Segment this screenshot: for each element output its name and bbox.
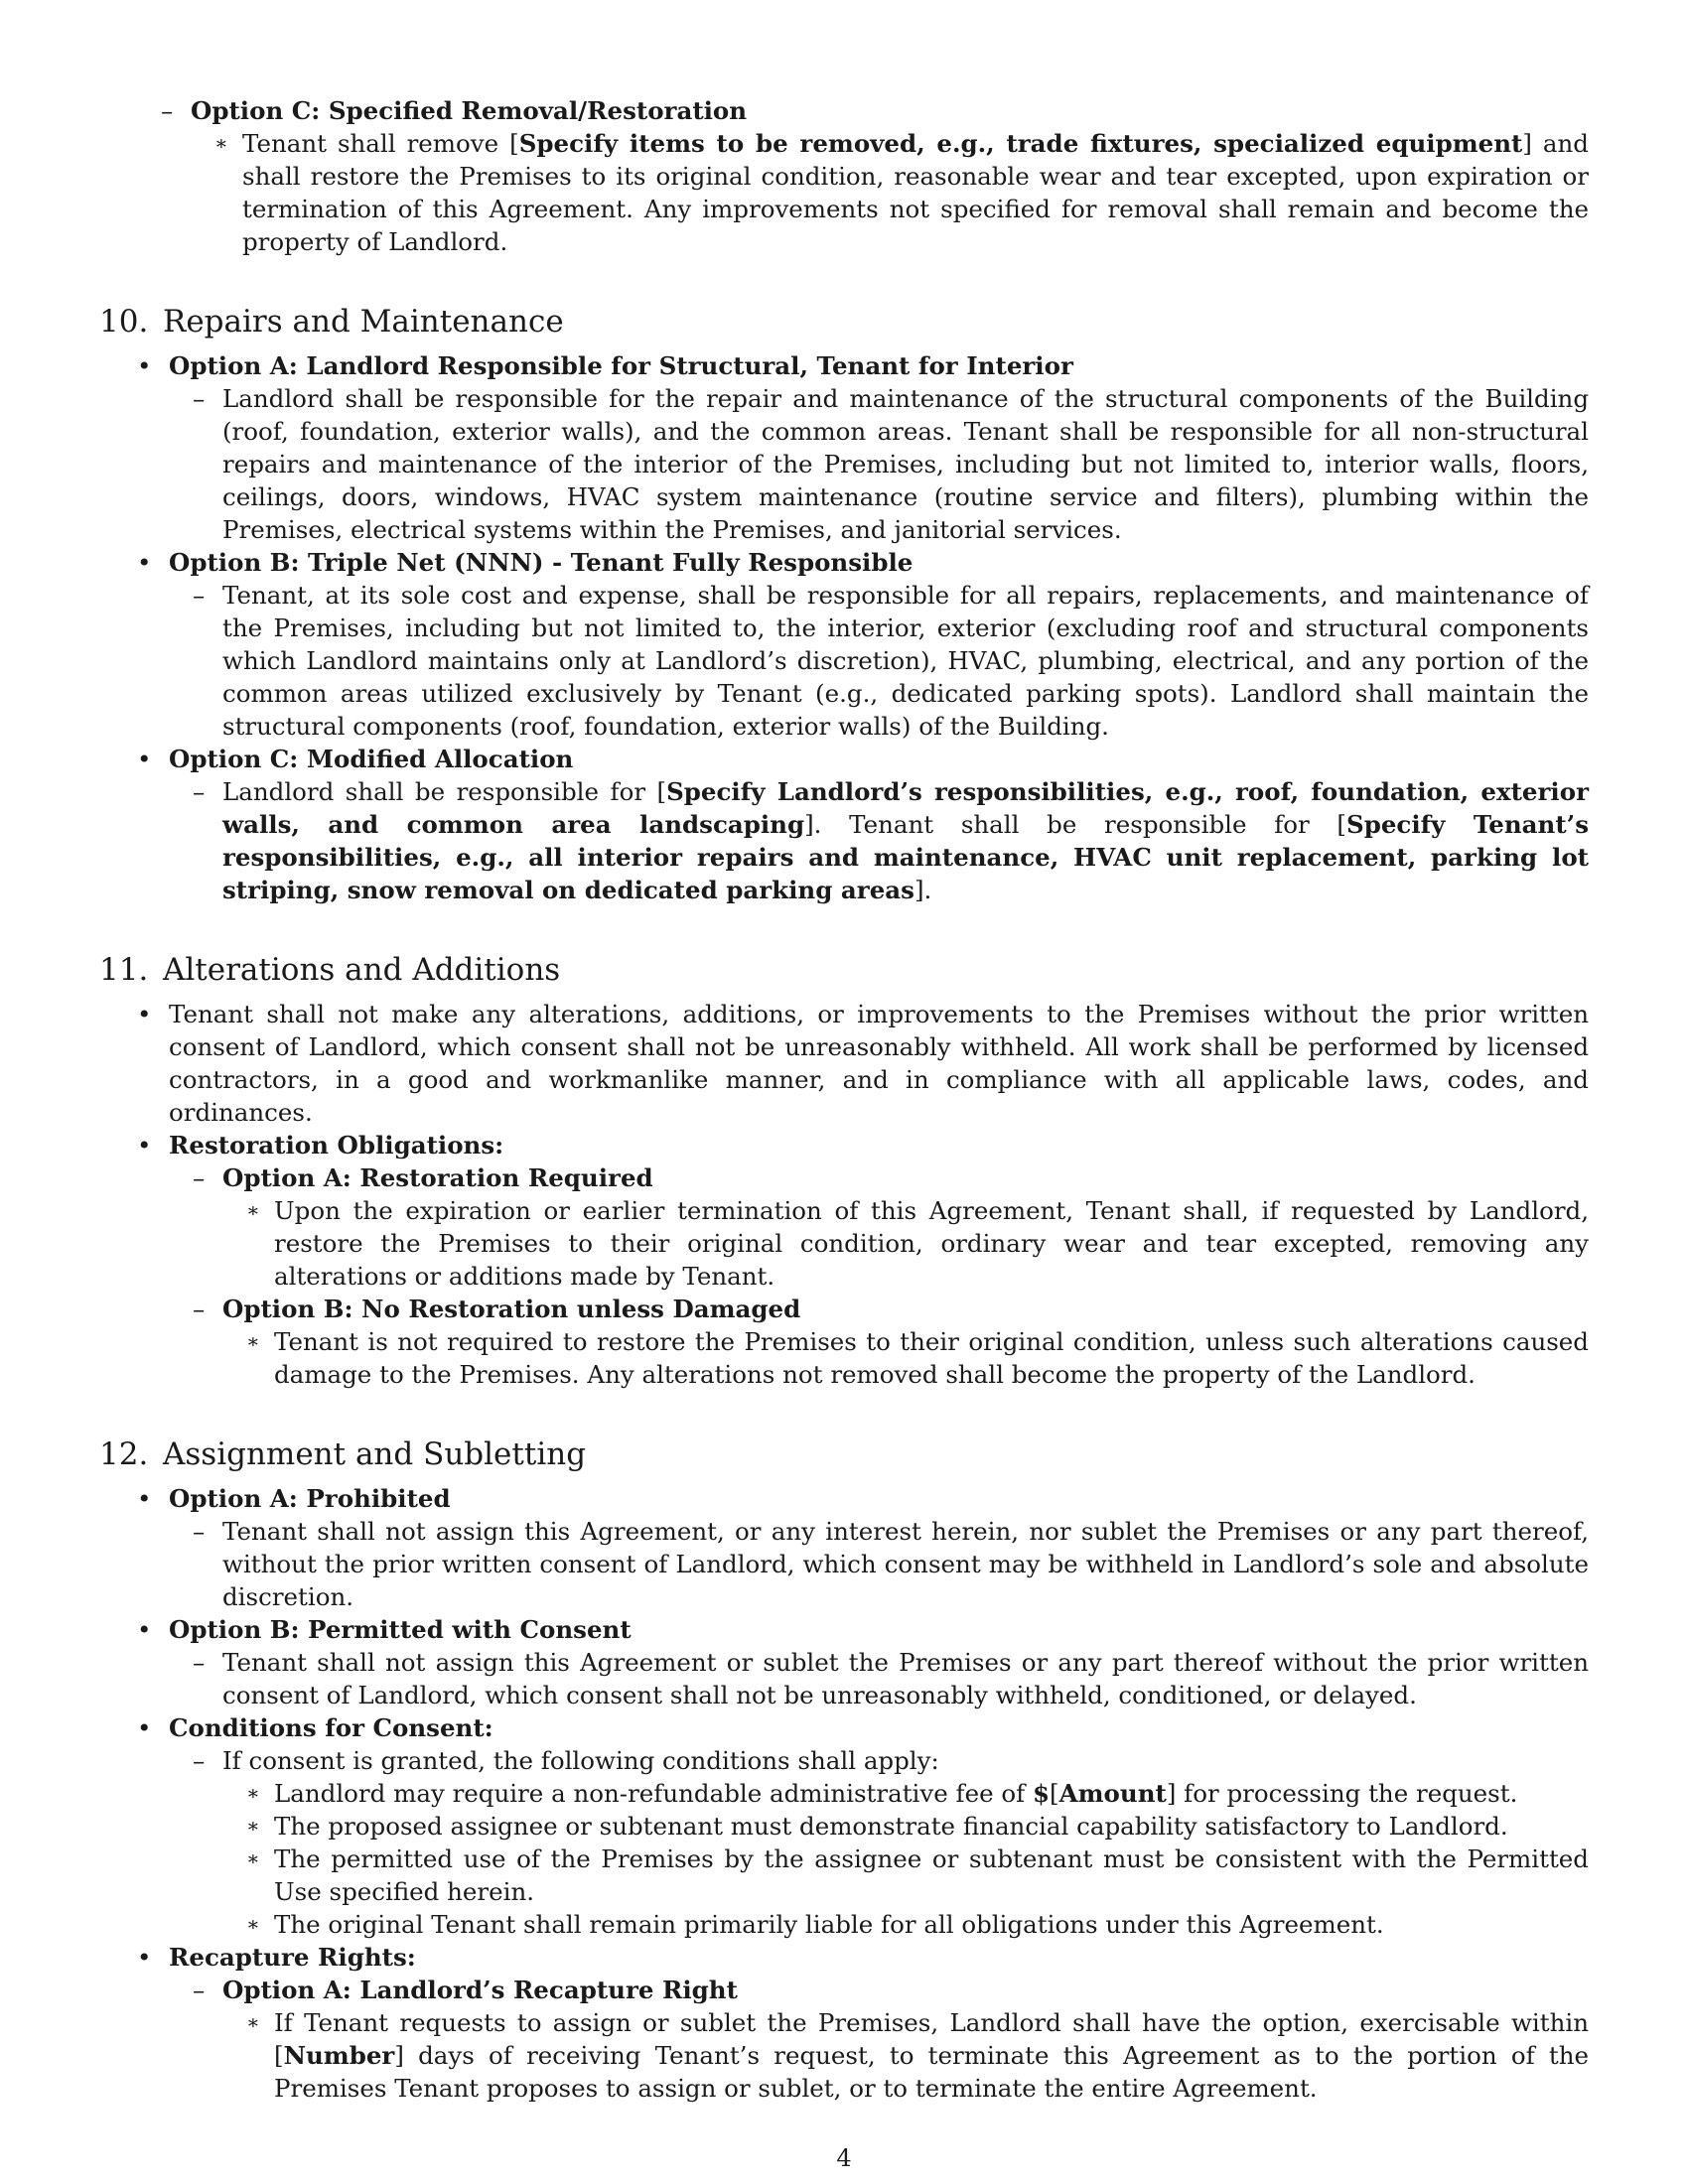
option-title: Option B: Triple Net (NNN) - Tenant Fully Responsible	[169, 548, 914, 577]
section-9-continuation	[99, 94, 1589, 258]
option-title: Option B: Permitted with Consent	[169, 1615, 632, 1644]
option-title: Option C: Modified Allocation	[169, 745, 574, 773]
section-heading	[99, 950, 1589, 990]
dash-marker: –	[193, 1517, 206, 1546]
list-item	[193, 1161, 1589, 1293]
star-marker: ∗	[246, 1198, 260, 1222]
sub-list	[161, 1161, 1589, 1391]
clause-text: If consent is granted, the following conditions shall apply:	[222, 1746, 939, 1775]
clause-text: The proposed assignee or subtenant must demonstrate financial capability satisfactory to Landlord.	[274, 1812, 1508, 1841]
section-number: 11.	[99, 952, 149, 988]
bullet-marker: •	[137, 548, 152, 577]
dash-marker: –	[193, 1295, 206, 1323]
bullet-marker: •	[137, 1000, 152, 1028]
sub-list	[244, 1325, 1589, 1391]
document-page	[99, 94, 1589, 2105]
clause-text: Tenant shall not assign this Agreement or sublet the Premises or any part thereof without the prior written consent of Landlord, which consent shall not be unreasonably withheld, conditioned, or delayed.	[222, 1648, 1589, 1709]
bullet-marker: •	[137, 745, 152, 773]
sub-list	[212, 127, 1589, 258]
sub-list	[244, 1194, 1589, 1293]
clause-text: Landlord shall be responsible for the repair and maintenance of the structural components of the Building (roof, foundation, exterior walls), and the common areas. Tenant shall be responsible for all non-structural repairs and maintenance of the interior of the Premises, including but not limited to, interior walls, floors, ceilings, doors, windows, HVAC system maintenance (routine service and filters), plumbing within the Premises, electrical systems within the Premises, and janitorial services.	[222, 384, 1589, 544]
list-item	[99, 546, 1589, 743]
sub-list	[161, 1515, 1589, 1613]
clause-text: Tenant shall not make any alterations, additions, or improvements to the Premises without the prior written consent of Landlord, which consent shall not be unreasonably withheld. All work shall be performed by licensed contractors, in a good and workmanlike manner, and in compliance with all applicable laws, codes, and ordinances.	[169, 1000, 1589, 1127]
list-item	[244, 1843, 1589, 1908]
list-item	[161, 94, 1589, 258]
text-run: [	[1050, 1779, 1059, 1808]
list-item	[99, 1711, 1589, 1941]
list-item	[193, 1744, 1589, 1941]
bullet-marker: •	[137, 351, 152, 380]
list-item	[244, 1908, 1589, 1941]
section-heading	[99, 302, 1589, 341]
list-item	[193, 382, 1589, 546]
list-item	[212, 127, 1589, 258]
text-run: ]. Tenant shall be responsible for [	[804, 810, 1346, 839]
sub-list	[244, 1777, 1589, 1941]
dash-marker: –	[193, 1976, 206, 2004]
placeholder-text: Specify items to be removed, e.g., trade fixtures, specialized equipment	[518, 129, 1523, 158]
star-marker: ∗	[246, 1846, 260, 1870]
list-item	[244, 1194, 1589, 1293]
text-run: If Tenant requests to assign or sublet the Premises, Landlord shall have the option, exercisable within [	[274, 2008, 1589, 2070]
option-list	[99, 998, 1589, 1391]
list-item	[244, 2006, 1589, 2105]
option-title: Option C: Specified Removal/Restoration	[191, 96, 748, 125]
page-number: 4	[836, 2144, 852, 2172]
section-heading	[99, 1434, 1589, 1474]
option-list	[161, 94, 1589, 258]
section-10	[99, 302, 1589, 906]
option-title: Conditions for Consent:	[169, 1713, 493, 1742]
section-title: Alterations and Additions	[163, 952, 561, 988]
star-marker: ∗	[246, 1912, 260, 1936]
text-run: Landlord shall be responsible for [	[222, 777, 667, 806]
list-item	[193, 1974, 1589, 2105]
option-title: Option B: No Restoration unless Damaged	[222, 1295, 801, 1323]
option-title: Option A: Landlord’s Recapture Right	[222, 1976, 738, 2004]
list-item	[193, 775, 1589, 906]
clause-text: The permitted use of the Premises by the assignee or subtenant must be consistent with the Permitted Use specified herein.	[274, 1844, 1589, 1906]
placeholder-text: $	[1032, 1779, 1051, 1808]
option-title: Option A: Restoration Required	[222, 1163, 653, 1192]
option-list	[99, 349, 1589, 906]
text-run: Landlord may require a non-refundable administrative fee of	[274, 1779, 1033, 1808]
text-run: Tenant shall remove [	[242, 129, 519, 158]
text-run: ].	[914, 876, 932, 904]
sub-list	[161, 1974, 1589, 2105]
clause-text: Tenant is not required to restore the Premises to their original condition, unless such alterations caused damage to the Premises. Any alterations not removed shall become the property of the Landlord.	[274, 1327, 1589, 1389]
dash-marker: –	[161, 96, 174, 125]
clause-text: Tenant shall not assign this Agreement, or any interest herein, nor sublet the Premises or any part thereof, without the prior written consent of Landlord, which consent may be withheld in Landlord’s sole and absolute discretion.	[222, 1517, 1589, 1611]
text-run: ] and shall restore the Premises to its original condition, reasonable wear and tear excepted, upon expiration or termination of this Agreement. Any improvements not specified for removal shall remain and become the property of Landlord.	[242, 129, 1589, 256]
section-number: 10.	[99, 304, 149, 340]
dash-marker: –	[193, 777, 206, 806]
sub-list	[161, 382, 1589, 546]
list-item	[99, 743, 1589, 906]
option-title: Restoration Obligations:	[169, 1131, 504, 1160]
placeholder-text: Specify Landlord’s responsibilities, e.g., roof, foundation, exterior walls, and common area landscaping	[222, 777, 1589, 839]
dash-marker: –	[193, 384, 206, 413]
clause-text: Tenant, at its sole cost and expense, shall be responsible for all repairs, replacements, and maintenance of the Premises, including but not limited to, the interior, exterior (excluding roof and structural components which Landlord maintains only at Landlord’s discretion), HVAC, plumbing, electrical, and any portion of the common areas utilized exclusively by Tenant (e.g., dedicated parking spots). Landlord shall maintain the structural components (roof, foundation, exterior walls) of the Building.	[222, 581, 1589, 741]
star-marker: ∗	[246, 2010, 260, 2034]
star-marker: ∗	[214, 131, 228, 155]
list-item	[244, 1325, 1589, 1391]
sub-list	[244, 2006, 1589, 2105]
star-marker: ∗	[246, 1781, 260, 1805]
list-item	[193, 579, 1589, 743]
list-item	[99, 1941, 1589, 2105]
option-title: Option A: Prohibited	[169, 1484, 451, 1513]
section-title: Repairs and Maintenance	[163, 304, 564, 340]
option-list	[99, 1482, 1589, 2105]
list-item	[193, 1293, 1589, 1391]
section-title: Assignment and Subletting	[163, 1436, 587, 1472]
dash-marker: –	[193, 581, 206, 610]
sub-list	[161, 1744, 1589, 1941]
bullet-marker: •	[137, 1484, 152, 1513]
section-12	[99, 1434, 1589, 2105]
list-item	[99, 1482, 1589, 1613]
dash-marker: –	[193, 1648, 206, 1677]
star-marker: ∗	[246, 1814, 260, 1838]
list-item	[99, 1129, 1589, 1391]
sub-list	[161, 1646, 1589, 1711]
option-title: Option A: Landlord Responsible for Structural, Tenant for Interior	[169, 351, 1073, 380]
placeholder-text: Number	[283, 2041, 395, 2070]
bullet-marker: •	[137, 1713, 152, 1742]
placeholder-text: Specify Tenant’s responsibilities, e.g., all interior repairs and maintenance, HVAC unit replacement, parking lot striping, snow removal on dedicated parking areas	[222, 810, 1590, 904]
list-item	[193, 1515, 1589, 1613]
text-run: ] for processing the request.	[1166, 1779, 1518, 1808]
list-item	[244, 1777, 1589, 1810]
list-item	[99, 349, 1589, 546]
list-item	[244, 1810, 1589, 1843]
bullet-marker: •	[137, 1131, 152, 1160]
clause-text: The original Tenant shall remain primarily liable for all obligations under this Agreement.	[274, 1910, 1384, 1939]
option-title: Recapture Rights:	[169, 1943, 416, 1972]
sub-list	[161, 775, 1589, 906]
clause-text: Upon the expiration or earlier termination of this Agreement, Tenant shall, if requested by Landlord, restore the Premises to their original condition, ordinary wear and tear excepted, removing any alterations or additions made by Tenant.	[274, 1196, 1589, 1291]
section-11	[99, 950, 1589, 1391]
star-marker: ∗	[246, 1329, 260, 1353]
list-item	[193, 1646, 1589, 1711]
dash-marker: –	[193, 1163, 206, 1192]
section-number: 12.	[99, 1436, 149, 1472]
list-item	[99, 1613, 1589, 1711]
dash-marker: –	[193, 1746, 206, 1775]
list-item	[99, 998, 1589, 1129]
sub-list	[161, 579, 1589, 743]
placeholder-text: Amount	[1058, 1779, 1167, 1808]
bullet-marker: •	[137, 1943, 152, 1972]
bullet-marker: •	[137, 1615, 152, 1644]
text-run: ] days of receiving Tenant’s request, to terminate this Agreement as to the portion of the Premises Tenant proposes to assign or sublet, or to terminate the entire Agreement.	[274, 2041, 1589, 2103]
